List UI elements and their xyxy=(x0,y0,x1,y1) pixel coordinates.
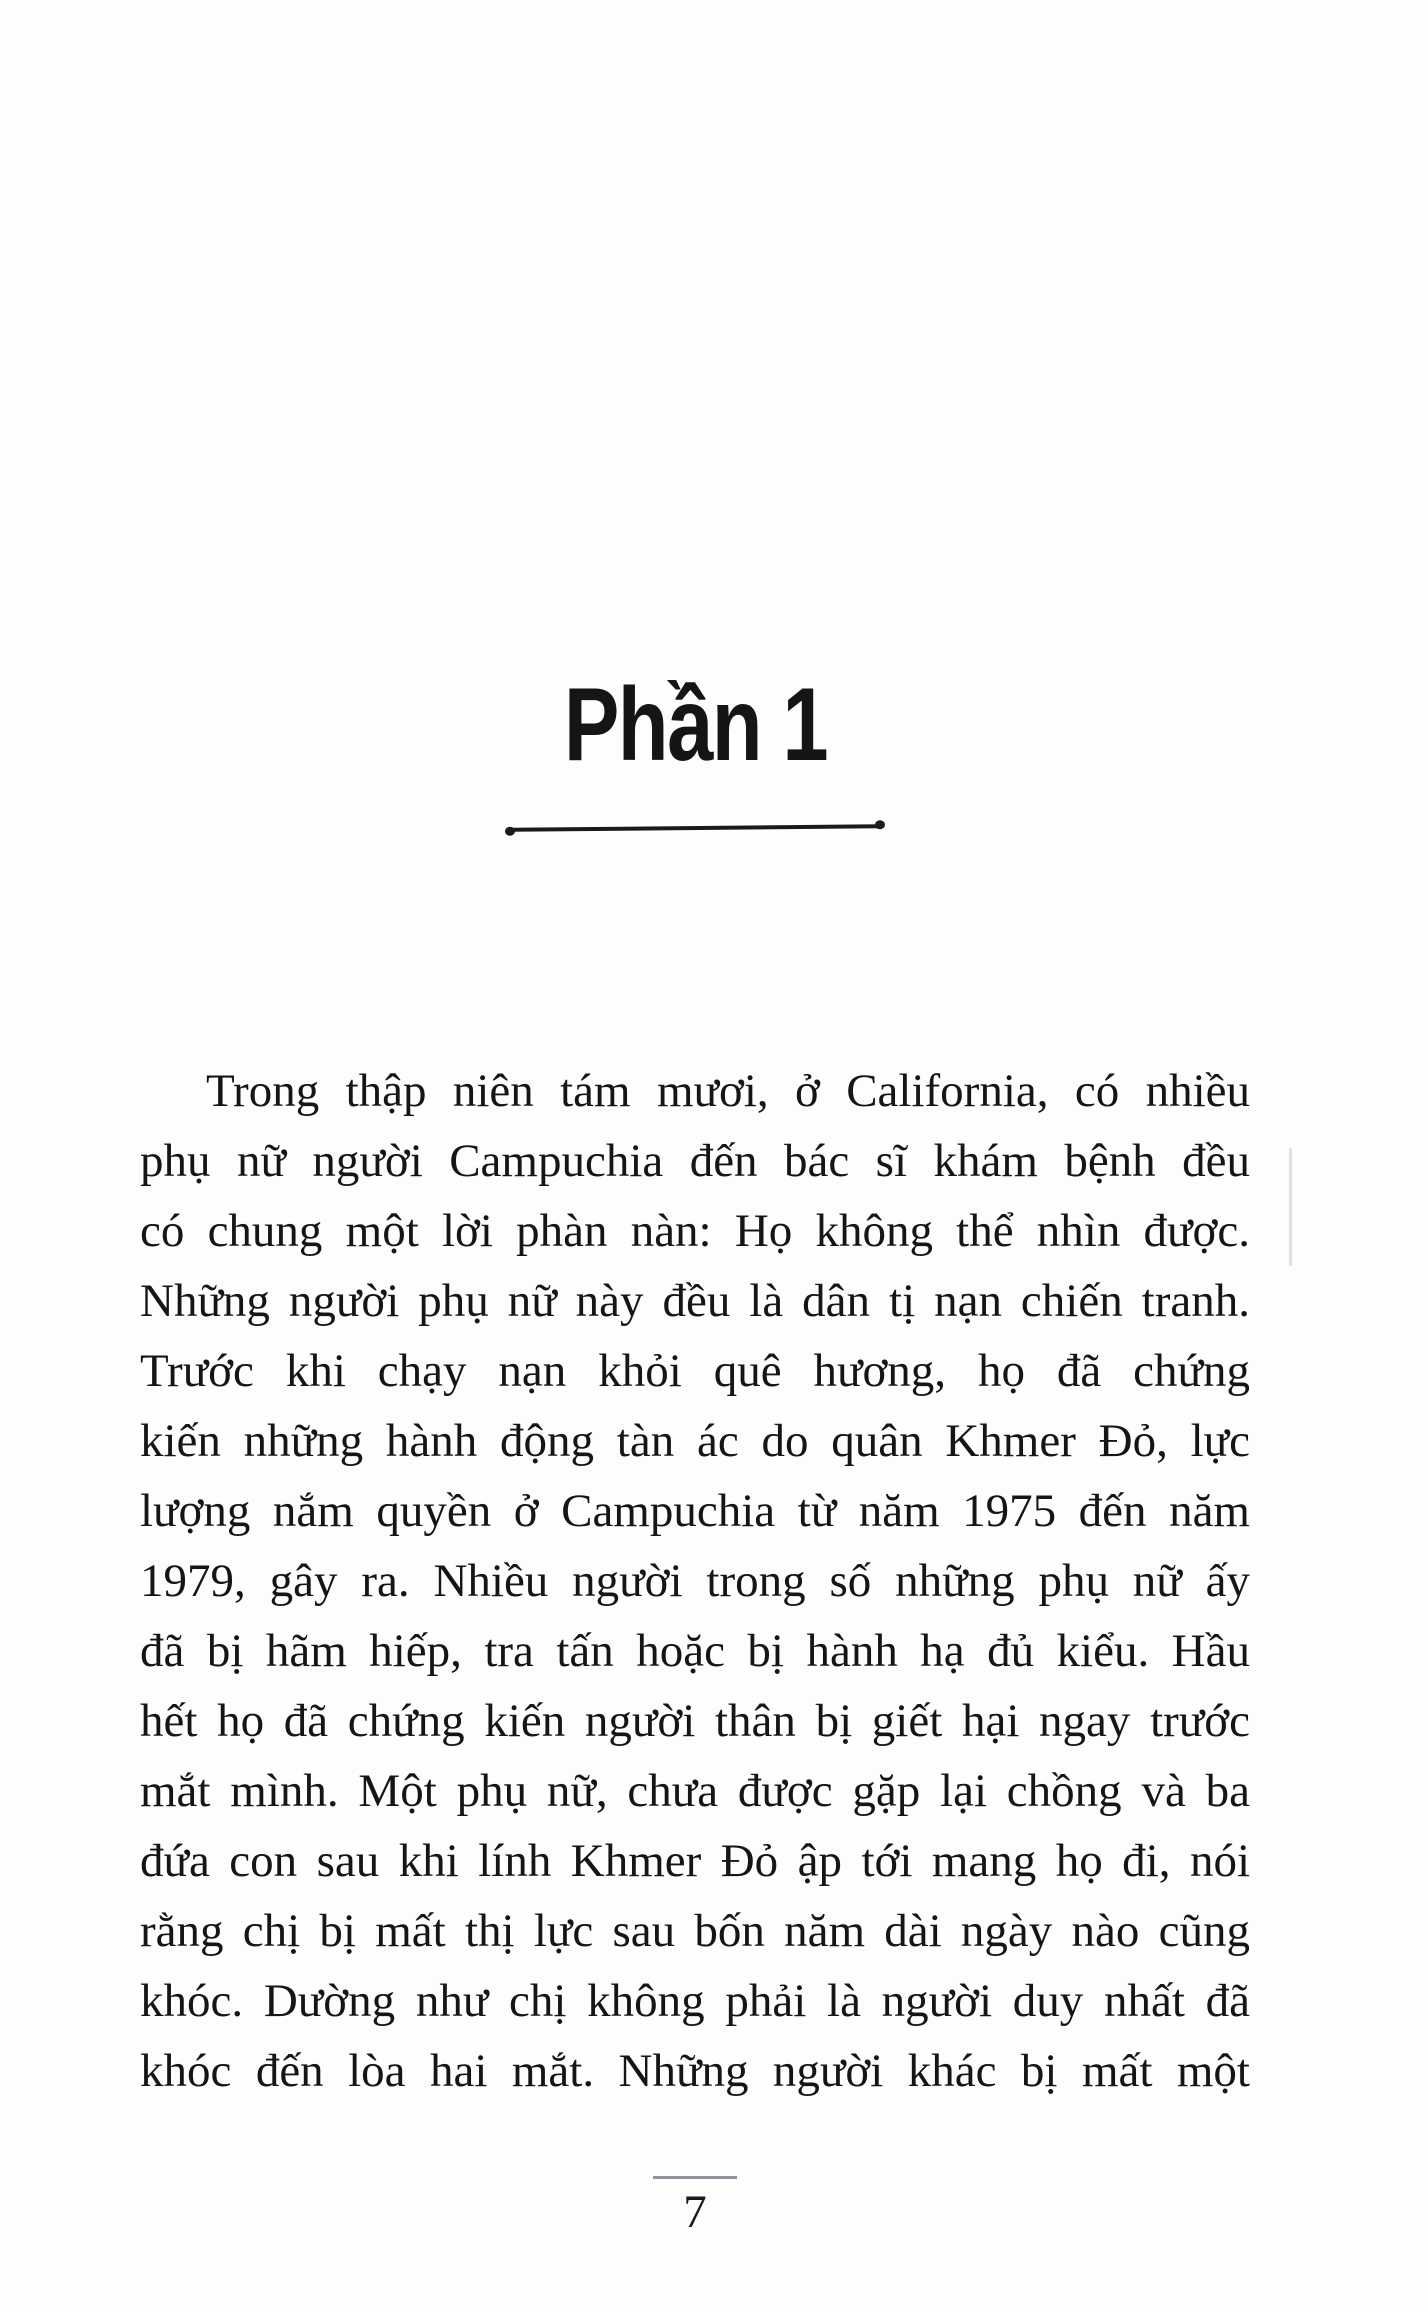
page-number: 7 xyxy=(683,2186,707,2238)
body-line: Trong thập niên tám mươi, ở California, có nhiều xyxy=(206,1065,1250,1117)
body-line: khóc. Dường như chị không phải là người duy nhất đã xyxy=(140,1975,1250,2027)
body-line: hết họ đã chứng kiến người thân bị giết hại ngay trước xyxy=(140,1695,1250,1747)
body-line: có chung một lời phàn nàn: Họ không thể nhìn được. xyxy=(140,1205,1250,1257)
body-line: Những người phụ nữ này đều là dân tị nạn chiến tranh. xyxy=(140,1275,1250,1327)
scan-edge-artifact xyxy=(1289,1148,1292,1266)
heading-underline xyxy=(509,824,881,832)
body-line: đứa con sau khi lính Khmer Đỏ ập tới mang họ đi, nói xyxy=(140,1835,1250,1887)
body-line: phụ nữ người Campuchia đến bác sĩ khám bệnh đều xyxy=(140,1135,1250,1187)
body-line: lượng nắm quyền ở Campuchia từ năm 1975 đến năm xyxy=(140,1485,1250,1537)
body-line: khóc đến lòa hai mắt. Những người khác bị mất một xyxy=(140,2045,1250,2097)
body-text xyxy=(140,1056,1250,2106)
page-content xyxy=(140,0,1250,2312)
folio-rule xyxy=(653,2176,737,2179)
body-line: Trước khi chạy nạn khỏi quê hương, họ đã chứng xyxy=(140,1345,1250,1397)
body-line: kiến những hành động tàn ác do quân Khmer Đỏ, lực xyxy=(140,1415,1250,1467)
body-line: đã bị hãm hiếp, tra tấn hoặc bị hành hạ đủ kiểu. Hầu xyxy=(140,1625,1250,1677)
body-line: mắt mình. Một phụ nữ, chưa được gặp lại chồng và ba xyxy=(140,1765,1250,1817)
chapter-heading-label: Phần 1 xyxy=(563,667,827,783)
body-line: rằng chị bị mất thị lực sau bốn năm dài ngày nào cũng xyxy=(140,1905,1250,1957)
body-line: 1979, gây ra. Nhiều người trong số những phụ nữ ấy xyxy=(140,1555,1250,1607)
chapter-heading xyxy=(140,660,1250,790)
